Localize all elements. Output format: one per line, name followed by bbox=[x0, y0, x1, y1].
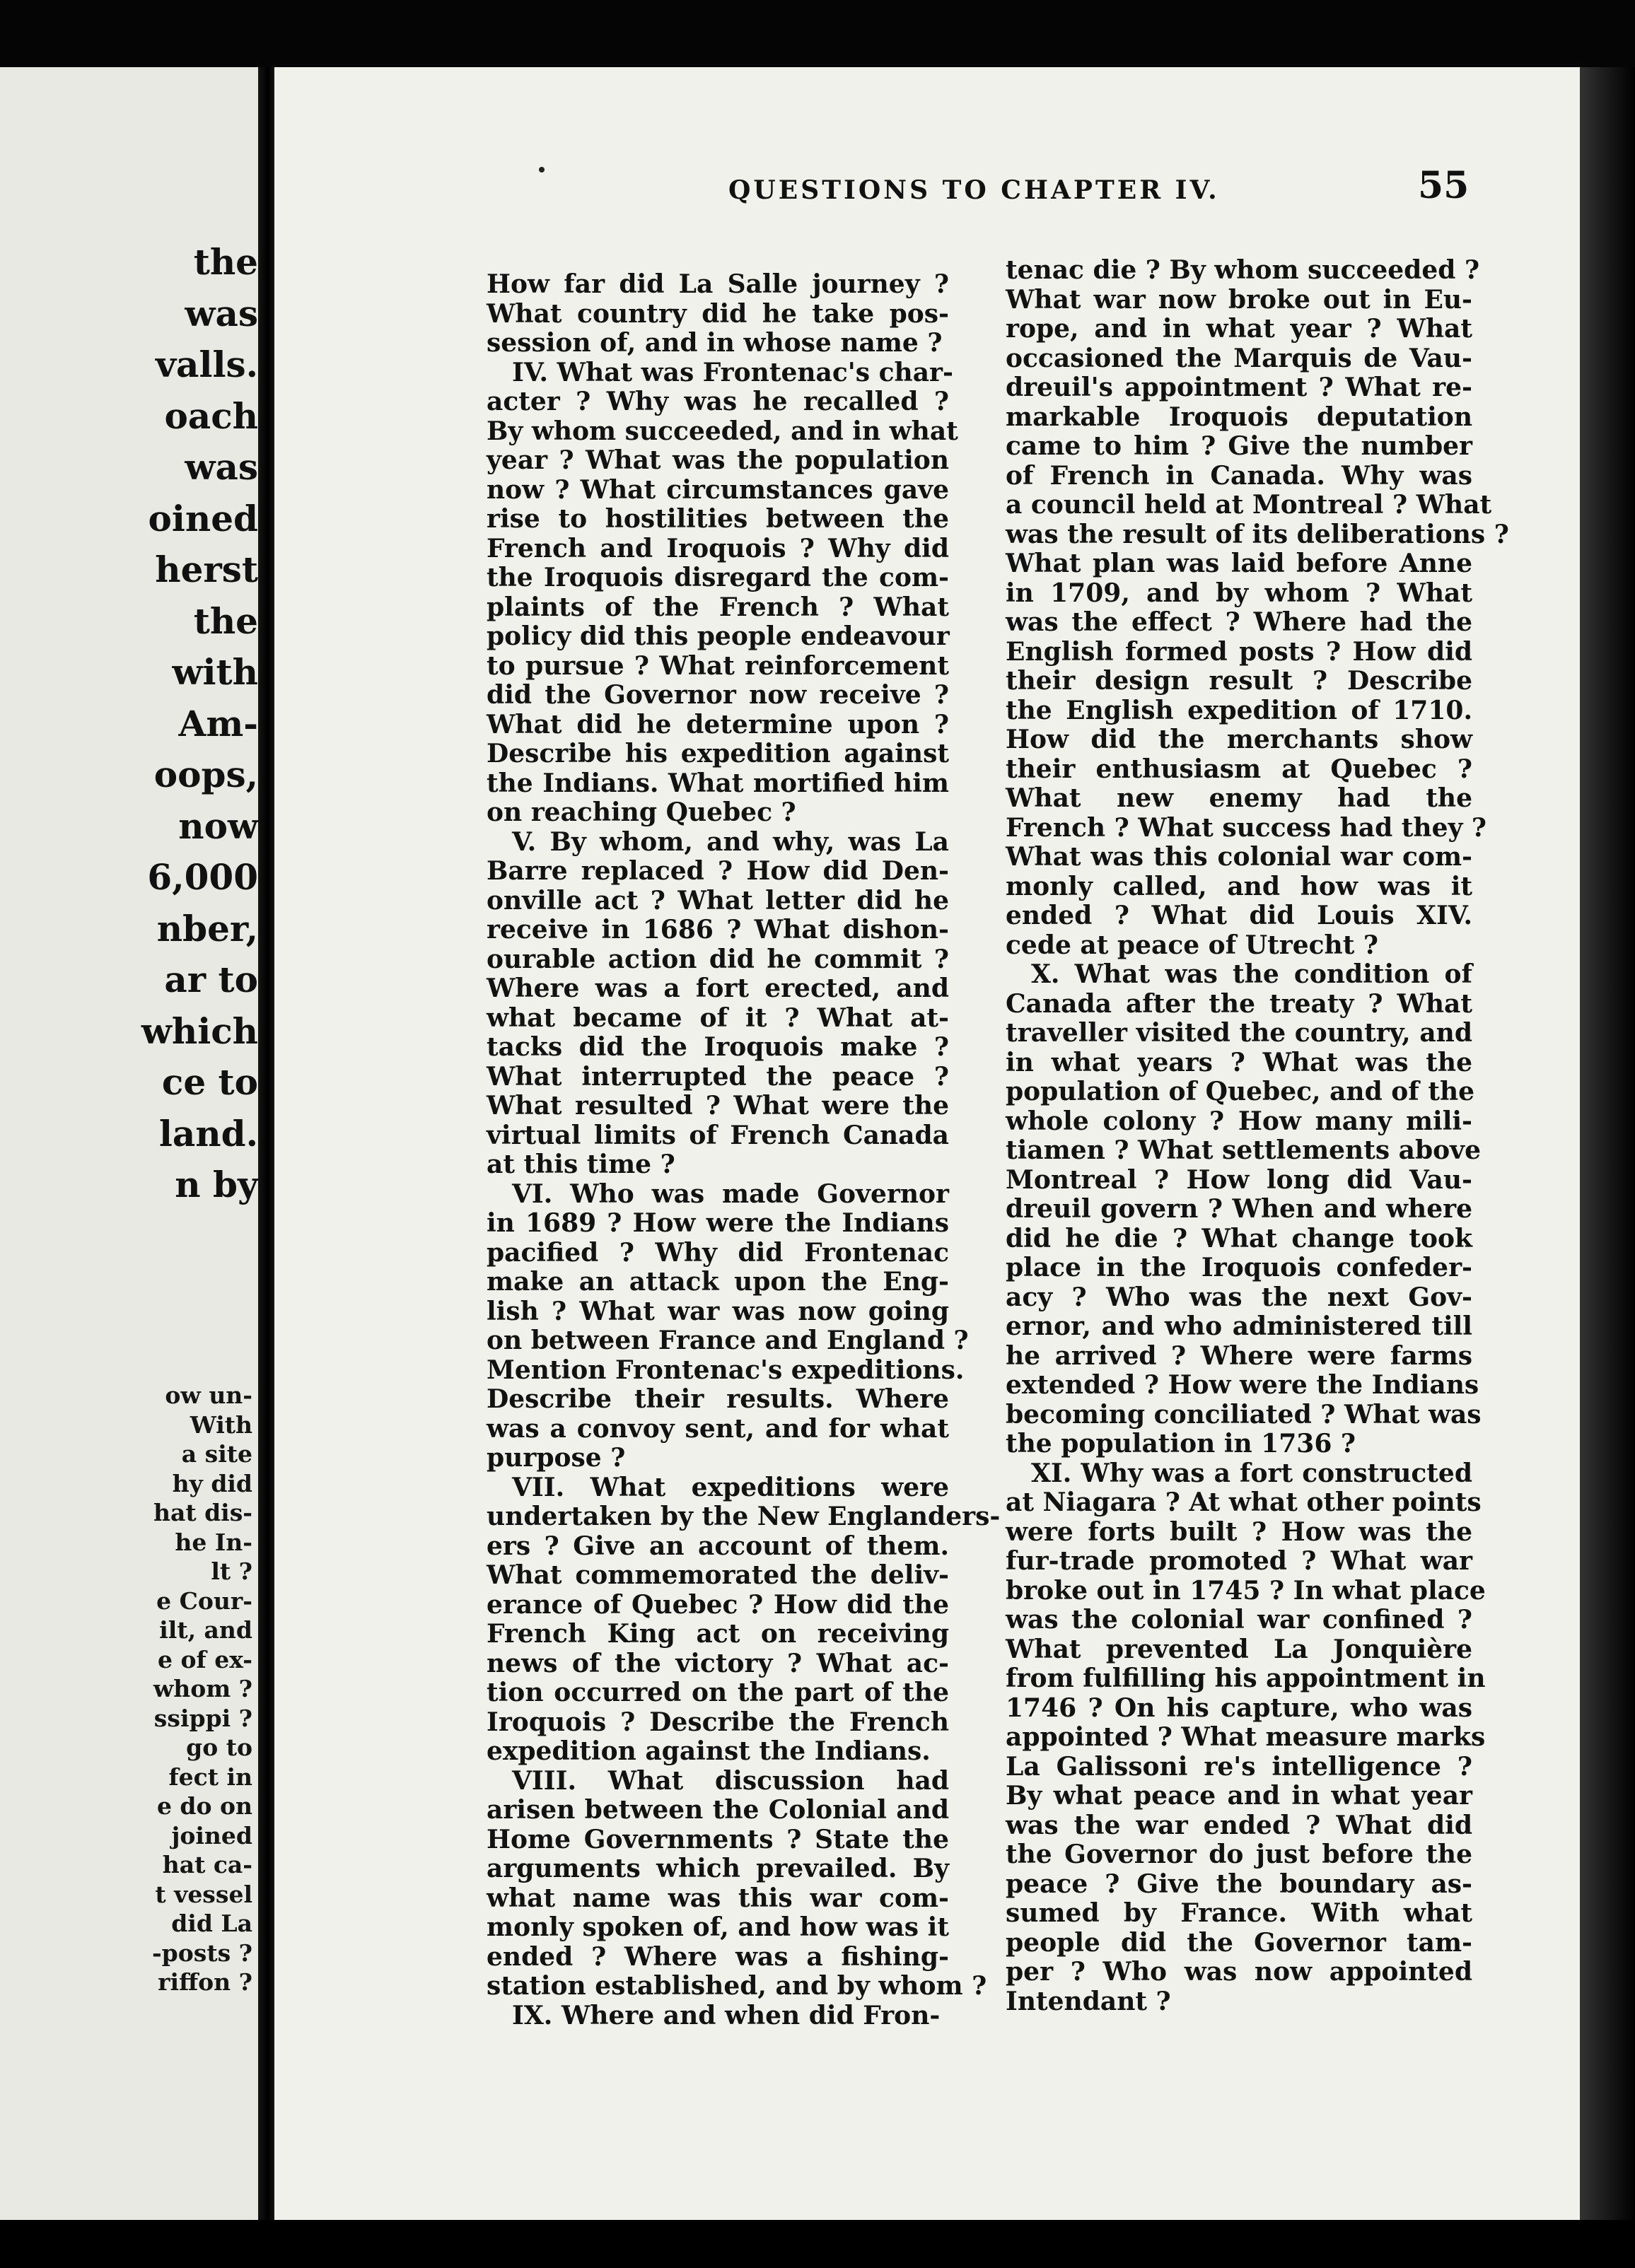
text-line: virtual limits of French Canada bbox=[487, 1120, 949, 1150]
left-page-large-text bbox=[141, 237, 258, 1211]
scan-bottom-border bbox=[0, 2220, 1635, 2268]
text-line: What was this colonial war com- bbox=[1006, 842, 1472, 872]
text-line: rope, and in what year ? What bbox=[1006, 314, 1472, 344]
text-line: By whom succeeded, and in what bbox=[487, 416, 958, 446]
text-line: the English expedition of 1710. bbox=[1006, 695, 1472, 725]
left-page-fragment: ssippi ? bbox=[153, 1704, 252, 1732]
text-line: the Indians. What mortified him bbox=[487, 768, 949, 798]
text-line: ended ? Where was a fishing- bbox=[487, 1941, 949, 1972]
text-line: traveller visited the country, and bbox=[1006, 1018, 1472, 1048]
text-line: What interrupted the peace ? bbox=[487, 1061, 949, 1092]
text-line: onville act ? What letter did he bbox=[487, 885, 949, 916]
text-line: What did he determine upon ? bbox=[487, 709, 949, 740]
left-page-fragment: oops, bbox=[153, 754, 258, 795]
text-line: make an attack upon the Eng- bbox=[487, 1267, 949, 1297]
text-line: ers ? Give an account of them. bbox=[487, 1531, 949, 1561]
left-page-fragment: ilt, and bbox=[159, 1616, 252, 1644]
text-line: the population in 1736 ? bbox=[1006, 1429, 1356, 1459]
left-page-fragment: go to bbox=[186, 1734, 252, 1761]
page-number: 55 bbox=[1418, 164, 1470, 207]
text-line: Describe his expedition against bbox=[487, 739, 949, 768]
text-line: population of Quebec, and of the bbox=[1006, 1077, 1475, 1106]
left-page-fragment: n by bbox=[175, 1164, 258, 1205]
left-page-fragment: herst bbox=[155, 549, 258, 590]
text-line: the Governor do just before the bbox=[1006, 1840, 1472, 1869]
page-edge-shadow bbox=[1580, 67, 1635, 2268]
text-line: What country did he take pos- bbox=[487, 298, 949, 329]
text-line: X. What was the condition of bbox=[1031, 959, 1472, 989]
left-page-fragment: oined bbox=[148, 497, 258, 539]
text-line: 1746 ? On his capture, who was bbox=[1006, 1693, 1472, 1723]
text-line: did the Governor now receive ? bbox=[487, 680, 949, 710]
left-page-fragment: the bbox=[193, 600, 258, 642]
text-line: year ? What was the population bbox=[487, 445, 949, 475]
left-page-fragment: ar to bbox=[164, 959, 258, 1000]
text-line: was the result of its deliberations ? bbox=[1006, 519, 1509, 549]
text-line: what became of it ? What at- bbox=[487, 1003, 949, 1033]
text-line: IV. What was Frontenac's char- bbox=[512, 357, 953, 387]
text-line: dreuil govern ? When and where bbox=[1006, 1194, 1472, 1224]
text-line: whole colony ? How many mili- bbox=[1006, 1106, 1472, 1136]
text-line: their enthusiasm at Quebec ? bbox=[1006, 754, 1472, 784]
left-page-fragment: nber, bbox=[156, 907, 258, 949]
text-line: policy did this people endeavour bbox=[487, 621, 950, 651]
text-line: How did the merchants show bbox=[1006, 725, 1472, 754]
text-line: What new enemy had the bbox=[1006, 783, 1472, 813]
text-line: tenac die ? By whom succeeded ? bbox=[1006, 255, 1480, 285]
text-line: Montreal ? How long did Vau- bbox=[1006, 1164, 1472, 1195]
left-page-fragment: the bbox=[193, 241, 258, 283]
left-page-fragment: ce to bbox=[161, 1061, 258, 1103]
text-line: to pursue ? What reinforcement bbox=[487, 650, 949, 681]
scan-top-border bbox=[0, 0, 1635, 78]
text-line: French ? What success had they ? bbox=[1006, 812, 1487, 843]
text-line: extended ? How were the Indians bbox=[1006, 1370, 1479, 1400]
text-line: did he die ? What change took bbox=[1006, 1223, 1472, 1253]
text-line: of French in Canada. Why was bbox=[1006, 460, 1472, 491]
text-line: What plan was laid before Anne bbox=[1006, 549, 1472, 578]
text-line: plaints of the French ? What bbox=[487, 592, 949, 622]
text-line: By what peace and in what year bbox=[1006, 1781, 1472, 1811]
text-line: becoming conciliated ? What was bbox=[1006, 1399, 1482, 1430]
text-line: occasioned the Marquis de Vau- bbox=[1006, 343, 1472, 373]
left-page-fragment: e Cour- bbox=[156, 1586, 252, 1615]
left-page-fragment: 6,000 bbox=[147, 856, 258, 898]
text-line: What prevented La Jonquière bbox=[1006, 1634, 1472, 1664]
text-line: lish ? What war was now going bbox=[487, 1296, 949, 1326]
left-facing-page bbox=[0, 67, 265, 2223]
left-page-fragment: t vessel bbox=[155, 1880, 252, 1908]
text-line: their design result ? Describe bbox=[1006, 666, 1472, 696]
text-column-left bbox=[487, 269, 1001, 2030]
left-page-fragment: e of ex- bbox=[158, 1645, 252, 1673]
text-line: what name was this war com- bbox=[487, 1883, 949, 1913]
left-page-fragment: Am- bbox=[178, 702, 258, 744]
text-line: in 1689 ? How were the Indians bbox=[487, 1208, 949, 1238]
text-line: in what years ? What was the bbox=[1006, 1047, 1472, 1077]
text-line: XI. Why was a fort constructed bbox=[1031, 1458, 1472, 1488]
left-page-fragment: riffon ? bbox=[158, 1968, 252, 1996]
text-line: session of, and in whose name ? bbox=[487, 328, 943, 358]
text-line: now ? What circumstances gave bbox=[487, 474, 949, 505]
text-line: was the effect ? Where had the bbox=[1006, 607, 1472, 637]
text-line: peace ? Give the boundary as- bbox=[1006, 1869, 1472, 1899]
text-line: news of the victory ? What ac- bbox=[487, 1648, 949, 1678]
text-line: he arrived ? Where were farms bbox=[1006, 1340, 1472, 1371]
text-column-right bbox=[1006, 255, 1509, 2016]
text-line: a council held at Montreal ? What bbox=[1006, 490, 1492, 520]
left-page-fragment: valls. bbox=[156, 344, 258, 385]
text-line: station established, and by whom ? bbox=[487, 1971, 987, 2001]
text-line: What commemorated the deliv- bbox=[487, 1560, 949, 1590]
text-line: sumed by France. With what bbox=[1006, 1898, 1472, 1928]
running-header: QUESTIONS TO CHAPTER IV. bbox=[728, 175, 1220, 205]
text-line: tiamen ? What settlements above bbox=[1006, 1135, 1481, 1165]
text-line: appointed ? What measure marks bbox=[1006, 1722, 1486, 1752]
text-line: ended ? What did Louis XIV. bbox=[1006, 901, 1472, 930]
text-line: monly called, and how was it bbox=[1006, 871, 1472, 901]
text-line: ernor, and who administered till bbox=[1006, 1311, 1472, 1341]
text-line: IX. Where and when did Fron- bbox=[512, 2000, 941, 2030]
text-line: from fulfilling his appointment in bbox=[1006, 1664, 1486, 1693]
left-page-fragment: With bbox=[190, 1410, 252, 1439]
left-page-fragment: e do on bbox=[156, 1792, 252, 1820]
text-line: tion occurred on the part of the bbox=[487, 1678, 949, 1707]
text-line: came to him ? Give the number bbox=[1006, 431, 1472, 461]
left-page-fragment: now bbox=[178, 805, 258, 847]
text-line: fur-trade promoted ? What war bbox=[1006, 1546, 1472, 1576]
text-line: VI. Who was made Governor bbox=[512, 1179, 949, 1209]
left-page-fragment: joined bbox=[171, 1821, 252, 1849]
text-line: Describe their results. Where bbox=[487, 1384, 949, 1414]
text-line: erance of Quebec ? How did the bbox=[487, 1589, 949, 1620]
text-line: VII. What expeditions were bbox=[512, 1472, 949, 1502]
left-page-fragment: oach bbox=[164, 394, 258, 437]
left-page-fragment: which bbox=[141, 1010, 258, 1052]
text-line: broke out in 1745 ? In what place bbox=[1006, 1575, 1486, 1606]
left-page-fragment: with bbox=[172, 651, 258, 693]
text-line: La Galissoni re's intelligence ? bbox=[1006, 1751, 1472, 1782]
text-line: expedition against the Indians. bbox=[487, 1736, 931, 1766]
text-line: purpose ? bbox=[487, 1443, 626, 1473]
text-line: English formed posts ? How did bbox=[1006, 636, 1472, 667]
left-page-fragment: lt ? bbox=[211, 1557, 252, 1585]
left-page-fragment: he In- bbox=[175, 1528, 252, 1556]
left-page-fragment: ow un- bbox=[165, 1381, 252, 1409]
text-line: V. By whom, and why, was La bbox=[512, 826, 949, 857]
text-line: tacks did the Iroquois make ? bbox=[487, 1032, 949, 1062]
text-line: How far did La Salle journey ? bbox=[487, 269, 949, 299]
text-line: in 1709, and by whom ? What bbox=[1006, 578, 1472, 608]
text-line: receive in 1686 ? What dishon- bbox=[487, 915, 949, 945]
text-line: Barre replaced ? How did Den- bbox=[487, 856, 949, 886]
text-line: acter ? Why was he recalled ? bbox=[487, 387, 949, 416]
text-line: dreuil's appointment ? What re- bbox=[1006, 373, 1472, 402]
text-line: the Iroquois disregard the com- bbox=[487, 563, 949, 592]
left-page-small-text bbox=[152, 1381, 252, 1997]
text-line: was a convoy sent, and for what bbox=[487, 1413, 949, 1444]
text-line: monly spoken of, and how was it bbox=[487, 1912, 949, 1942]
left-page-fragment: did La bbox=[171, 1910, 252, 1937]
text-line: were forts built ? How was the bbox=[1006, 1516, 1472, 1547]
text-line: undertaken by the New Englanders- bbox=[487, 1502, 1001, 1531]
text-line: Intendant ? bbox=[1006, 1986, 1171, 2016]
text-line: per ? Who was now appointed bbox=[1006, 1957, 1472, 1987]
text-line: was the war ended ? What did bbox=[1006, 1810, 1472, 1840]
text-line: arisen between the Colonial and bbox=[487, 1795, 949, 1825]
text-line: markable Iroquois deputation bbox=[1006, 402, 1472, 432]
text-line: Iroquois ? Describe the French bbox=[487, 1707, 949, 1737]
speck bbox=[539, 167, 545, 173]
left-page-fragment: hy did bbox=[172, 1469, 252, 1497]
text-line: was the colonial war confined ? bbox=[1006, 1605, 1472, 1635]
text-line: Home Governments ? State the bbox=[487, 1824, 949, 1854]
left-page-fragment: a site bbox=[181, 1440, 252, 1468]
left-page-fragment: fect in bbox=[168, 1763, 252, 1791]
text-line: ourable action did he commit ? bbox=[487, 944, 949, 974]
text-line: Mention Frontenac's expeditions. bbox=[487, 1355, 965, 1385]
left-page-fragment: was bbox=[185, 292, 258, 334]
text-line: Where was a fort erected, and bbox=[487, 974, 949, 1003]
text-line: French and Iroquois ? Why did bbox=[487, 533, 949, 563]
text-line: What resulted ? What were the bbox=[487, 1091, 949, 1121]
text-line: on reaching Quebec ? bbox=[487, 797, 796, 827]
left-page-fragment: land. bbox=[158, 1112, 258, 1155]
text-line: people did the Governor tam- bbox=[1006, 1927, 1472, 1958]
text-line: at this time ? bbox=[487, 1150, 675, 1179]
text-line: place in the Iroquois confeder- bbox=[1006, 1253, 1472, 1282]
left-page-fragment: was bbox=[185, 446, 258, 488]
text-line: rise to hostilities between the bbox=[487, 504, 949, 534]
text-line: cede at peace of Utrecht ? bbox=[1006, 930, 1378, 960]
text-line: acy ? Who was the next Gov- bbox=[1006, 1282, 1472, 1312]
text-line: at Niagara ? At what other points bbox=[1006, 1487, 1482, 1517]
text-line: arguments which prevailed. By bbox=[487, 1854, 949, 1883]
left-page-fragment: whom ? bbox=[153, 1675, 252, 1702]
text-line: VIII. What discussion had bbox=[512, 1765, 949, 1796]
text-line: on between France and England ? bbox=[487, 1326, 969, 1355]
text-line: French King act on receiving bbox=[487, 1619, 949, 1649]
left-page-fragment: -posts ? bbox=[151, 1939, 252, 1967]
text-line: What war now broke out in Eu- bbox=[1006, 284, 1472, 315]
left-page-fragment: hat dis- bbox=[153, 1499, 252, 1526]
left-page-fragment: hat ca- bbox=[162, 1851, 252, 1878]
text-line: pacified ? Why did Frontenac bbox=[487, 1237, 949, 1268]
text-line: Canada after the treaty ? What bbox=[1006, 988, 1472, 1019]
